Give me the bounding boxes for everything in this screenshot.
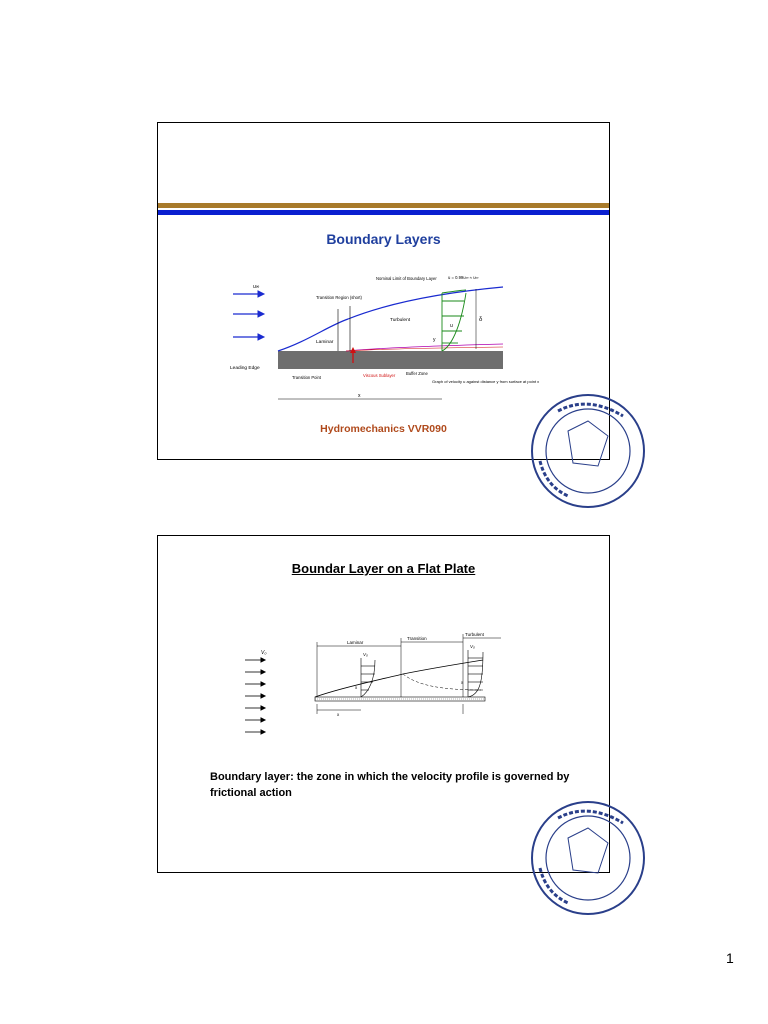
laminar-label: Laminar (316, 340, 334, 345)
u0-label: V₀ (261, 650, 267, 656)
turbulent-label: Turbulent (390, 318, 411, 323)
laminar-label: Laminar (347, 640, 364, 645)
delta-label: δ (479, 317, 483, 323)
university-seal-logo (528, 391, 618, 481)
slide-footer: Hydromechanics VVR090 (320, 423, 447, 435)
transition-label: Transition (407, 636, 427, 641)
slide-caption: Boundary layer: the zone in which the velocity profile is governed by frictional action (210, 771, 570, 799)
university-seal-logo (528, 798, 618, 888)
nominal-limit-label: Nominal Limit of Boundary Layer (376, 276, 437, 281)
velocity-profile (442, 290, 466, 351)
slide-title: Boundary Layers (326, 231, 441, 247)
graph-caption-label: Graph of velocity u against distance y from surface at point x (432, 379, 540, 384)
delta-b-label: δ (461, 680, 464, 685)
u-label: u (450, 323, 453, 329)
turbulent-label: Turbulent (465, 632, 484, 637)
slide-title: Boundar Layer on a Flat Plate (291, 561, 476, 576)
flat-plate (278, 351, 503, 369)
page-number: 1 (726, 950, 734, 966)
slide-boundary-layers (157, 122, 610, 460)
boundary-layer-edge (315, 660, 483, 697)
flow-arrows (233, 291, 264, 340)
y-label: y (433, 337, 436, 343)
transition-region-label: Transition Region (short) (316, 295, 362, 300)
flat-plate-diagram (243, 624, 503, 749)
viscous-sublayer-label: Viscous Sublayer (363, 373, 396, 378)
leading-edge-label: Leading Edge (230, 366, 260, 371)
boundary-layer-diagram (228, 271, 540, 411)
gold-divider-bar (158, 203, 609, 208)
transition-point-label: Transition Point (292, 375, 321, 380)
turbulent-velocity-profile (468, 650, 483, 697)
u-inf-label: u∞ (253, 284, 260, 290)
delta-a-label: δ (355, 685, 358, 690)
slide-flat-plate (157, 535, 610, 873)
u0-a-label: V₀ (363, 652, 368, 657)
blue-divider-bar (158, 210, 609, 215)
u-eq-label: u = 0.99u∞ ≈ u∞ (448, 275, 479, 280)
buffer-zone-label: Buffer Zone (406, 371, 428, 376)
flow-arrows (245, 658, 265, 734)
laminar-velocity-profile (361, 658, 375, 697)
x-label: x (337, 712, 340, 717)
u0-b-label: V₀ (470, 644, 475, 649)
x-label: x (358, 393, 361, 399)
